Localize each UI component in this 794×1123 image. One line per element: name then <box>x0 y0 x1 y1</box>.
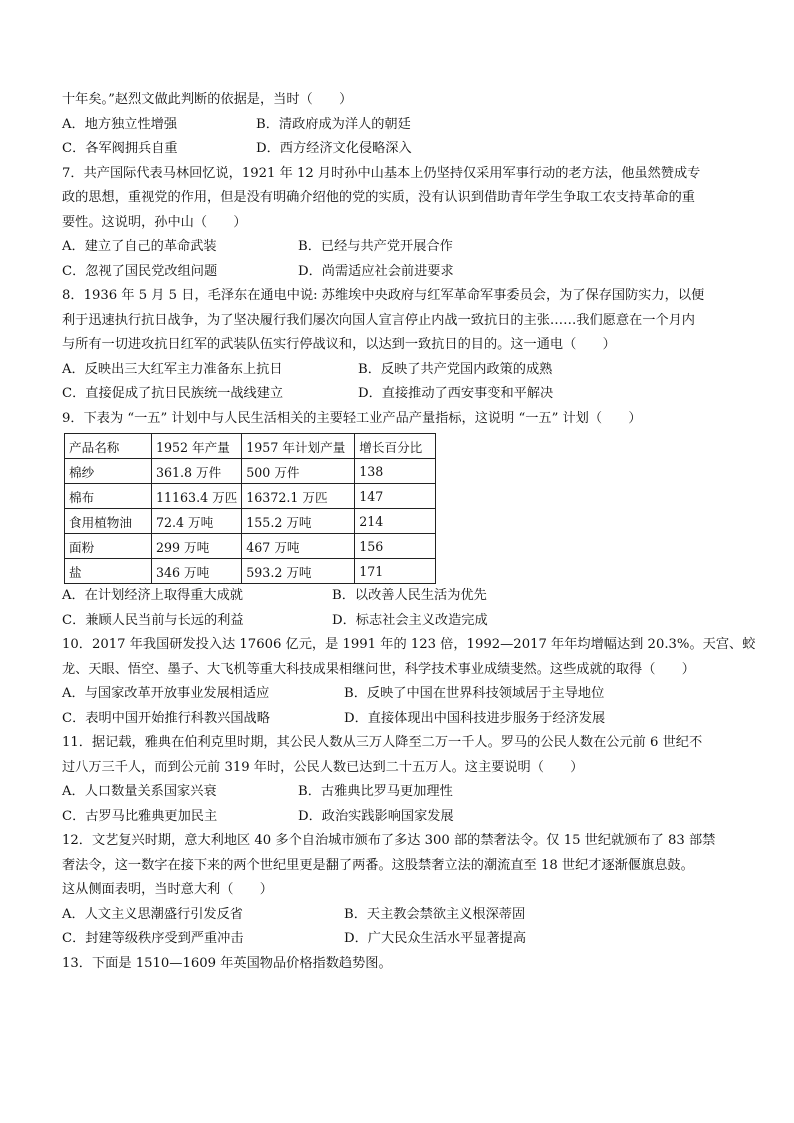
q8-stem-line-3: 与所有一切进攻抗日红军的武装队伍实行停战议和，以达到一致抗日的目的。这一通电（ ） <box>62 337 616 352</box>
q10-option-d[interactable]: D．直接体现出中国科技进步服务于经济发展 <box>344 710 606 726</box>
table-header-cell: 产品名称 <box>65 434 152 459</box>
table-header-cell: 增长百分比 <box>355 434 436 459</box>
q10-option-c[interactable]: C．表明中国开始推行科教兴国战略 <box>62 710 270 726</box>
q11-option-c[interactable]: C．古罗马比雅典更加民主 <box>62 808 218 824</box>
q7-options-row-1 <box>62 235 742 260</box>
q6-option-c[interactable]: C．各军阀拥兵自重 <box>62 141 178 156</box>
q10-options-row-1 <box>62 682 742 707</box>
q11-options-row-2 <box>62 805 742 830</box>
q10-stem-line-2: 龙、天眼、悟空、墨子、大飞机等重大科技成果相继问世，科学技术事业成绩斐然。这些成就的取得（ ） <box>62 661 695 677</box>
q13-stem: 13．下面是 1510—1609 年英国物品价格指数趋势图。 <box>62 955 392 971</box>
table-cell: 棉纱 <box>65 459 152 484</box>
q7-options-row-2 <box>62 260 742 285</box>
q7-option-a[interactable]: A．建立了自己的革命武装 <box>62 239 217 254</box>
q11-options-row-1 <box>62 780 742 805</box>
q8-option-b[interactable]: B．反映了共产党国内政策的成熟 <box>358 361 553 377</box>
q12-options-row-1 <box>62 903 742 928</box>
table-cell: 11163.4 万匹 <box>152 484 242 509</box>
q8-options-row-1 <box>62 358 742 383</box>
q9-option-d[interactable]: D．标志社会主义改造完成 <box>332 612 488 628</box>
q7-option-c[interactable]: C．忽视了国民党改组问题 <box>62 263 218 279</box>
q8-option-d[interactable]: D．直接推动了西安事变和平解决 <box>358 386 554 401</box>
table-row <box>65 534 436 559</box>
table-cell: 346 万吨 <box>152 559 242 584</box>
table-cell: 171 <box>355 559 436 584</box>
table-header-row <box>65 434 436 459</box>
table-cell: 棉布 <box>65 484 152 509</box>
q12-option-a[interactable]: A．人文主义思潮盛行引发反省 <box>62 906 243 922</box>
q11-option-d[interactable]: D．政治实践影响国家发展 <box>298 808 454 824</box>
q12-stem-line-2: 奢法令，这一数字在接下来的两个世纪里更是翻了两番。这股禁奢立法的潮流直至 18 世纪才逐渐偃旗息鼓。 <box>62 857 694 873</box>
q9-option-a[interactable]: A．在计划经济上取得重大成就 <box>62 588 243 603</box>
q12-options-row-2 <box>62 927 742 952</box>
table-cell: 500 万件 <box>242 459 355 484</box>
table-cell: 72.4 万吨 <box>152 509 242 534</box>
q6-options-row-1 <box>62 113 742 138</box>
exam-page <box>62 88 756 976</box>
q8-option-a[interactable]: A．反映出三大红军主力准备东上抗日 <box>62 361 283 377</box>
q7-stem-line-2: 政的思想，重视党的作用，但是没有明确介绍他的党的实质，没有认识到借助青年学生争取工农支持革命的重 <box>62 190 695 205</box>
q9-option-b[interactable]: B．以改善人民生活为优先 <box>332 588 487 603</box>
q6-option-a[interactable]: A．地方独立性增强 <box>62 116 178 132</box>
table-cell: 361.8 万件 <box>152 459 242 484</box>
q8-stem-line-2: 利于迅速执行抗日战争，为了坚决履行我们屡次向国人宣言停止内战一致抗日的主张……我们愿意在一个月内 <box>62 312 695 328</box>
table-cell: 食用植物油 <box>65 509 152 534</box>
q12-stem-line-3: 这从侧面表明，当时意大利（ ） <box>62 882 273 897</box>
q6-option-b[interactable]: B．清政府成为洋人的朝廷 <box>256 116 411 132</box>
q11-stem-line-2: 过八万三千人，而到公元前 319 年时，公民人数已达到二十五万人。这主要说明（ ） <box>62 759 584 775</box>
table-row <box>65 509 436 534</box>
q8-options-row-2 <box>62 382 742 407</box>
table-cell: 155.2 万吨 <box>242 509 355 534</box>
table-cell: 16372.1 万匹 <box>242 484 355 509</box>
table-cell: 盐 <box>65 559 152 584</box>
q9-production-table <box>64 433 436 584</box>
q11-option-a[interactable]: A．人口数量关系国家兴衰 <box>62 784 217 799</box>
table-cell: 299 万吨 <box>152 534 242 559</box>
q12-option-b[interactable]: B．天主教会禁欲主义根深蒂固 <box>344 906 526 922</box>
table-row <box>65 484 436 509</box>
q9-stem: 9．下表为 “一五” 计划中与人民生活相关的主要轻工业产品产量指标，这说明 “一五” 计划（ ） <box>62 410 642 426</box>
table-header-cell: 1957 年计划产量 <box>242 434 355 459</box>
table-cell: 593.2 万吨 <box>242 559 355 584</box>
q9-options-row-2 <box>62 609 742 634</box>
q10-stem-line-1: 10．2017 年我国研发投入达 17606 亿元，是 1991 年的 123 倍，1992—2017 年年均增幅达到 20.3%。天宫、蛟 <box>62 637 756 652</box>
q10-option-b[interactable]: B．反映了中国在世界科技领域居于主导地位 <box>344 686 605 701</box>
q9-options-row-1 <box>62 584 742 609</box>
table-row <box>65 559 436 584</box>
q6-options-row-2 <box>62 137 742 162</box>
q7-option-b[interactable]: B．已经与共产党开展合作 <box>298 239 453 254</box>
table-cell: 467 万吨 <box>242 534 355 559</box>
q11-option-b[interactable]: B．古雅典比罗马更加理性 <box>298 784 453 799</box>
q8-option-c[interactable]: C．直接促成了抗日民族统一战线建立 <box>62 386 284 401</box>
q10-options-row-2 <box>62 707 742 732</box>
q8-stem-line-1: 8．1936 年 5 月 5 日，毛泽东在通电中说: 苏维埃中央政府与红军革命军事委员会，为了保存国防实力，以便 <box>62 288 705 303</box>
q7-option-d[interactable]: D．尚需适应社会前进要求 <box>298 263 454 279</box>
q12-option-d[interactable]: D．广大民众生活水平显著提高 <box>344 931 527 946</box>
table-cell: 214 <box>355 509 436 534</box>
table-cell: 156 <box>355 534 436 559</box>
table-cell: 147 <box>355 484 436 509</box>
table-header-cell: 1952 年产量 <box>152 434 242 459</box>
table-cell: 138 <box>355 459 436 484</box>
q10-option-a[interactable]: A．与国家改革开放事业发展相适应 <box>62 686 270 701</box>
q6-option-d[interactable]: D．西方经济文化侵略深入 <box>256 141 412 156</box>
table-row <box>65 459 436 484</box>
q12-stem-line-1: 12．文艺复兴时期，意大利地区 40 多个自治城市颁布了多达 300 部的禁奢法令。仅 15 世纪就颁布了 83 部禁 <box>62 833 716 848</box>
q6-stem: 十年矣。”赵烈文做此判断的依据是，当时（ ） <box>62 92 353 107</box>
q7-stem-line-1: 7．共产国际代表马林回忆说，1921 年 12 月时孙中山基本上仍坚持仅采用军事行动的老方法，他虽然赞成专 <box>62 165 701 181</box>
table-cell: 面粉 <box>65 534 152 559</box>
q11-stem-line-1: 11．据记载，雅典在伯利克里时期，其公民人数从三万人降至二万一千人。罗马的公民人数在公元前 6 世纪不 <box>62 735 703 750</box>
q7-stem-line-3: 要性。这说明，孙中山（ ） <box>62 214 247 230</box>
q9-option-c[interactable]: C．兼顾人民当前与长远的利益 <box>62 612 244 628</box>
q12-option-c[interactable]: C．封建等级秩序受到严重冲击 <box>62 931 244 946</box>
